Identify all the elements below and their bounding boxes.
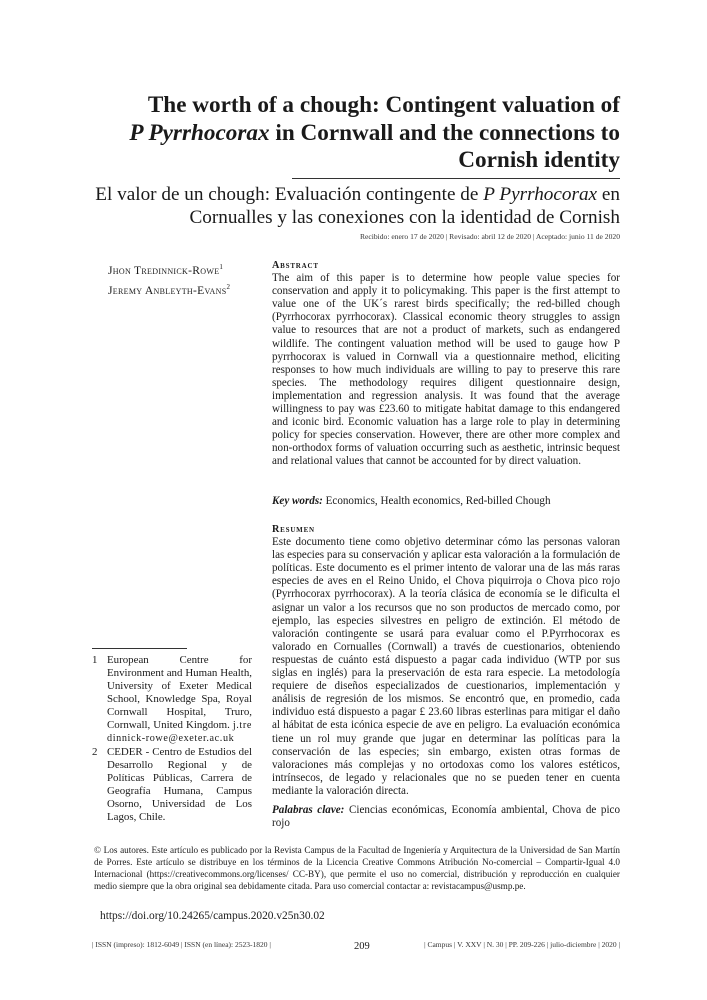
title-es-line-1 [60, 183, 620, 206]
author-list [108, 259, 268, 300]
resumen-text: Este documento tiene como objetivo determinar cómo las personas valoran las especies para su conservación y aplicar esta valoración a la formulación de políticas. Este documento es el primer intento de valorar una de las más raras especies de aves en el Reino Unido, el Chova piquirroja o Chova pico rojo (Pyrrhocorax pyrrhocorax). A la teoría clásica de economía se le dificulta el asignar un valor a los recursos que no son productos de mercado como, por ejemplo, las especies silvestres en peligro de extinción. El método de valoración contingente se usará para evaluar como el P.Pyrrhocorax es valorado en Cornualles (Cornwall) a través de cuestionarios, obteniendo respuestas de cuánto está dispuesto a pagar cada individuo (WTP por sus siglas en inglés) para la preservación de esta rara especie. La metodología requiere de diseños especializados de cuestionarios, implementación y análisis de regresión de los mismos. Se encontró que, en promedio, cada individuo está dispuesto a pagar £ 23.60 libras esterlinas para mitigar el daño al hábitat de esta icónica especie de ave en peligro. La evaluación económica tiene un rol muy grande que jugar en determinar las políticas para la conservación de las especies; sin embargo, existen otras formas de valoraciones más complejas y no ortodoxas como los valores estéticos, intrínsecos, de legado y relacionales que no se pueden tener en cuenta mediante la valoración directa. [272, 536, 620, 797]
title-es-line-2: Cornualles y las conexiones con la identidad de Cornish [189, 207, 620, 228]
resumen-section [272, 523, 620, 798]
footnote-email-link[interactable]: j.tredinnick-rowe@exeter.ac.uk [107, 719, 252, 745]
author-name: Jeremy Anbleyth-Evans [108, 284, 227, 298]
title-en-line-3: Cornish identity [458, 147, 620, 174]
palabras-label: Palabras clave: [272, 804, 345, 816]
footer-issn: | ISSN (impreso): 1812-6049 | ISSN (en línea): 2523-1820 | [92, 940, 271, 949]
abstract-text: The aim of this paper is to determine how people value species for conservation and apply it to policymaking. This paper is the first attempt to value one of the UK´s rarest birds specifically; the red-billed chough (Pyrrhocorax pyrrhocorax). Classical economic theory struggles to assign value to resources that are not a product of markets, such as endangered wildlife. The contingent valuation method will be used to gauge how P pyrrhocorax is valued in Cornwall via a questionnaire method, eliciting responses to how much individuals are willing to pay to preserve this rare species. The methodology requires diligent questionnaire design, implementation and regression analysis. It was found that the average willingness to pay was £23.60 to mitigate habitat damage to this endangered and iconic bird. Economic valuation has a large role to play in determining policy for species conservation. However, there are other more complex and non-orthodox forms of valuation occurring such as aesthetic, intrinsic bequest and relational values that cannot be accounted for by direct valuation. [272, 272, 620, 468]
footnote-number: 1 [92, 654, 98, 666]
submission-dates: Recibido: enero 17 de 2020 | Revisado: abril 12 de 2020 | Aceptado: junio 11 de 2020 [359, 232, 620, 241]
footer-journal-info: | Campus | V. XXV | N. 30 | PP. 209-226 | julio-diciembre | 2020 | [424, 940, 620, 949]
keywords-line [272, 495, 620, 508]
doi-link[interactable]: https://doi.org/10.24265/campus.2020.v25n30.02 [100, 910, 325, 922]
keywords-text: Economics, Health economics, Red-billed Chough [322, 495, 551, 507]
title-en-species: P Pyrrhocorax [129, 119, 270, 146]
title-es-line-1-pre: El valor de un chough: Evaluación contingente de [95, 184, 484, 205]
title-en-line-1: The worth of a chough: Contingent valuation of [147, 92, 620, 118]
keywords-label: Key words: [272, 495, 323, 507]
title-es-line-1-post: en [597, 184, 620, 205]
footnote-divider [92, 648, 187, 649]
footnote-number: 2 [92, 746, 98, 759]
article-title-en [60, 92, 620, 175]
author-footnote-ref: 2 [226, 283, 231, 292]
palabras-text: Ciencias económicas, Economía ambiental, Chova de pico rojo [272, 804, 620, 830]
author-name: Jhon Tredinnick-Rowe [108, 263, 220, 277]
author-1 [108, 259, 268, 279]
page-number: 209 [354, 941, 370, 952]
author-2 [108, 279, 268, 299]
title-es-species: P Pyrrhocorax [483, 184, 598, 205]
footnote-body [107, 654, 252, 746]
abstract-heading: Abstract [272, 260, 319, 271]
article-title-es [60, 183, 620, 229]
footnote-2 [92, 746, 252, 823]
title-divider [292, 178, 620, 179]
footnotes [92, 654, 252, 824]
title-en-line-2-rest: in Cornwall and the connections to [269, 119, 620, 146]
footnote-text: CEDER - Centro de Estudios del Desarrollo Regional y de Políticas Públicas, Carrera de Geografía Humana, Campus Osorno, Universidad de Los Lagos, Chile. [107, 746, 252, 823]
footnote-text: European Centre for Environment and Human Health, University of Exeter Medical School, Knowledge Spa, Royal Cornwall Hospital, Truro, Cornwall, United Kingdom. [107, 654, 252, 731]
license-notice: © Los autores. Este artículo es publicado por la Revista Campus de la Facultad de Ingeniería y Arquitectura de la Universidad de San Martín de Porres. Este artículo se distribuye en los términos de la Licencia Creative Commons Atribución No-comercial – Compartir-Igual 4.0 Internacional (https://creativecommons.org/licenses/ CC-BY), que permite el uso no comercial, distribución y reproducción en cualquier medio siempre que la obra original sea debidamente citada. Para uso comercial contactar a: revistacampus@usmp.pe. [94, 845, 620, 892]
resumen-heading: Resumen [272, 524, 315, 535]
footnote-1 [92, 654, 252, 746]
palabras-clave-line [272, 804, 620, 830]
abstract-section [272, 259, 620, 469]
author-footnote-ref: 1 [219, 263, 224, 271]
title-en-line-2 [60, 120, 620, 148]
